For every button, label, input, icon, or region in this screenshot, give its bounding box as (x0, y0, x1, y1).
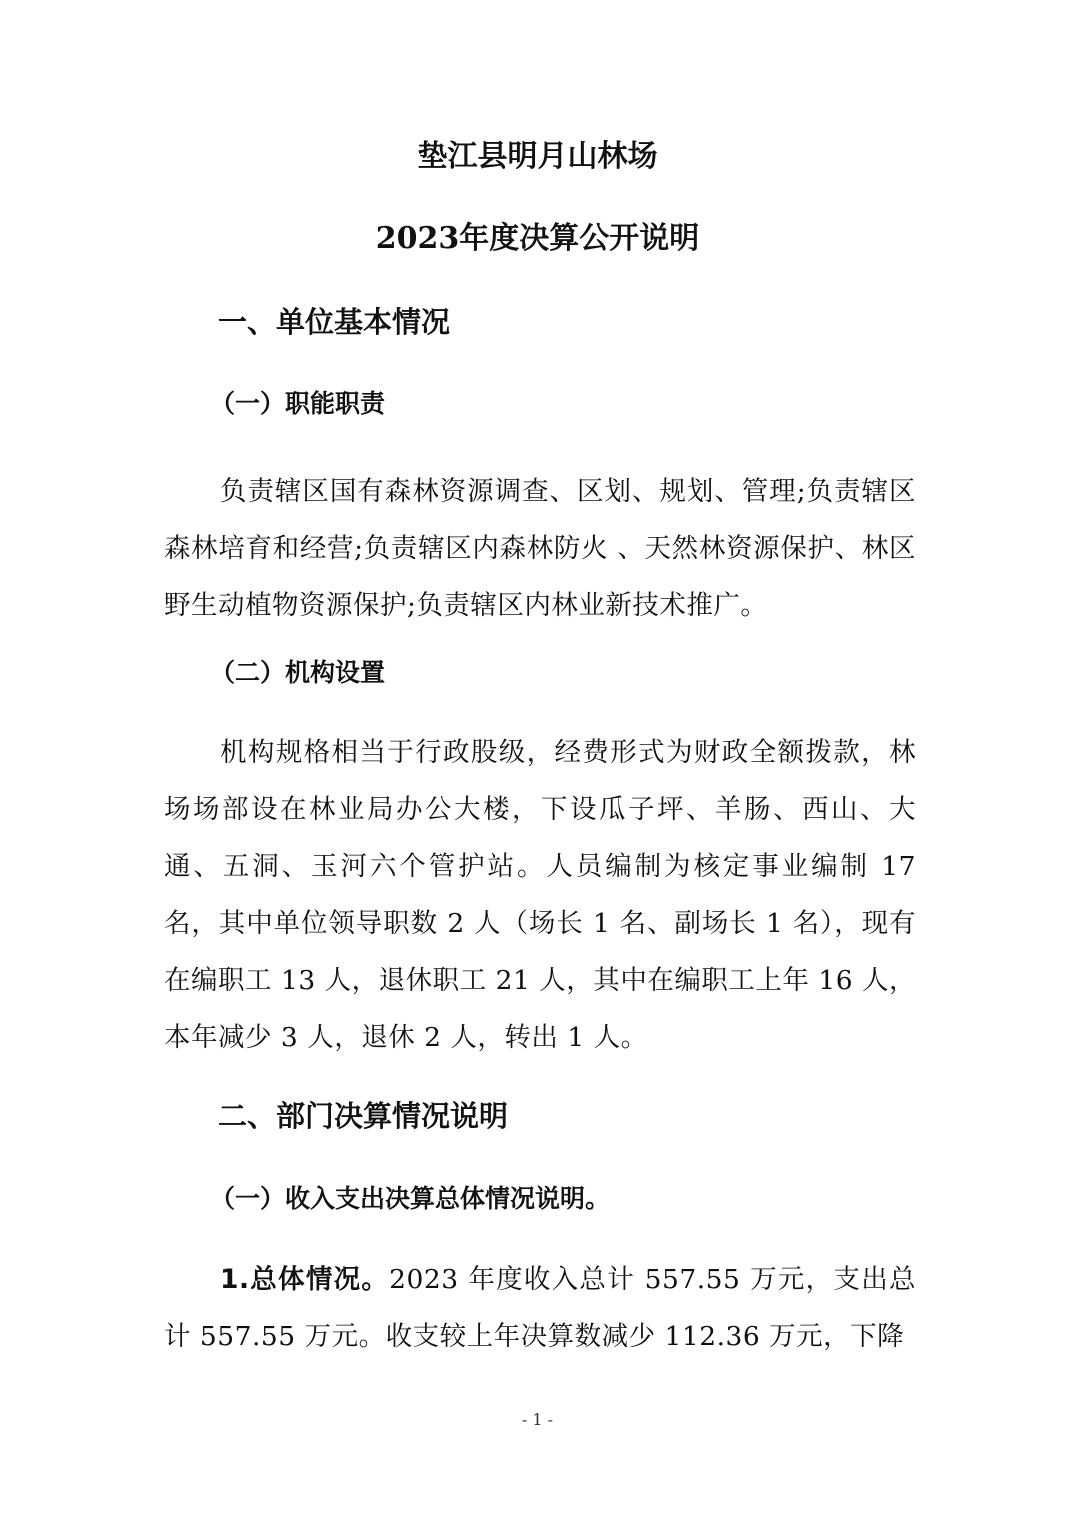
section2-sub1-text: 2023 年度收入总计 557.55 万元，支出总计 557.55 万元。收支较上年决算数减少 112.36 万元，下降 (164, 1264, 916, 1352)
document-title-line1: 垫江县明月山林场 (417, 139, 658, 174)
section1-sub1-heading: （一）职能职责 (210, 389, 386, 418)
section1-heading: 一、单位基本情况 (218, 305, 451, 339)
page-number: - 1 - (521, 1410, 554, 1429)
section1-sub2-heading: （二）机构设置 (210, 658, 386, 687)
section2-heading: 二、部门决算情况说明 (218, 1099, 509, 1133)
section2-sub1-heading: （一）收入支出决算总体情况说明。 (210, 1184, 611, 1213)
section1-sub2-text: 机构规格相当于行政股级，经费形式为财政全额拨款，林场场部设在林业局办公大楼，下设瓜子坪、羊肠、西山、大通、五洞、玉河六个管护站。人员编制为核定事业编制 17 名，其中单位领导职数 2 人（场长 1 名、副场长 1 名），现有在编职工 13 人，退休职工 21 人，其中在编职工上年 16 人，本年减少 3 人，退休 2 人，转出 1 人。 (164, 737, 916, 1053)
section2-sub1-lead: 1.总体情况。 (220, 1264, 390, 1295)
section2-sub1-paragraph (164, 1251, 916, 1365)
section1-sub1-text: 负责辖区国有森林资源调查、区划、规划、管理;负责辖区森林培育和经营;负责辖区内森林防火 、天然林资源保护、林区野生动植物资源保护;负责辖区内林业新技术推广。 (164, 476, 916, 621)
document-title-line2: 2023年度决算公开说明 (375, 221, 700, 256)
